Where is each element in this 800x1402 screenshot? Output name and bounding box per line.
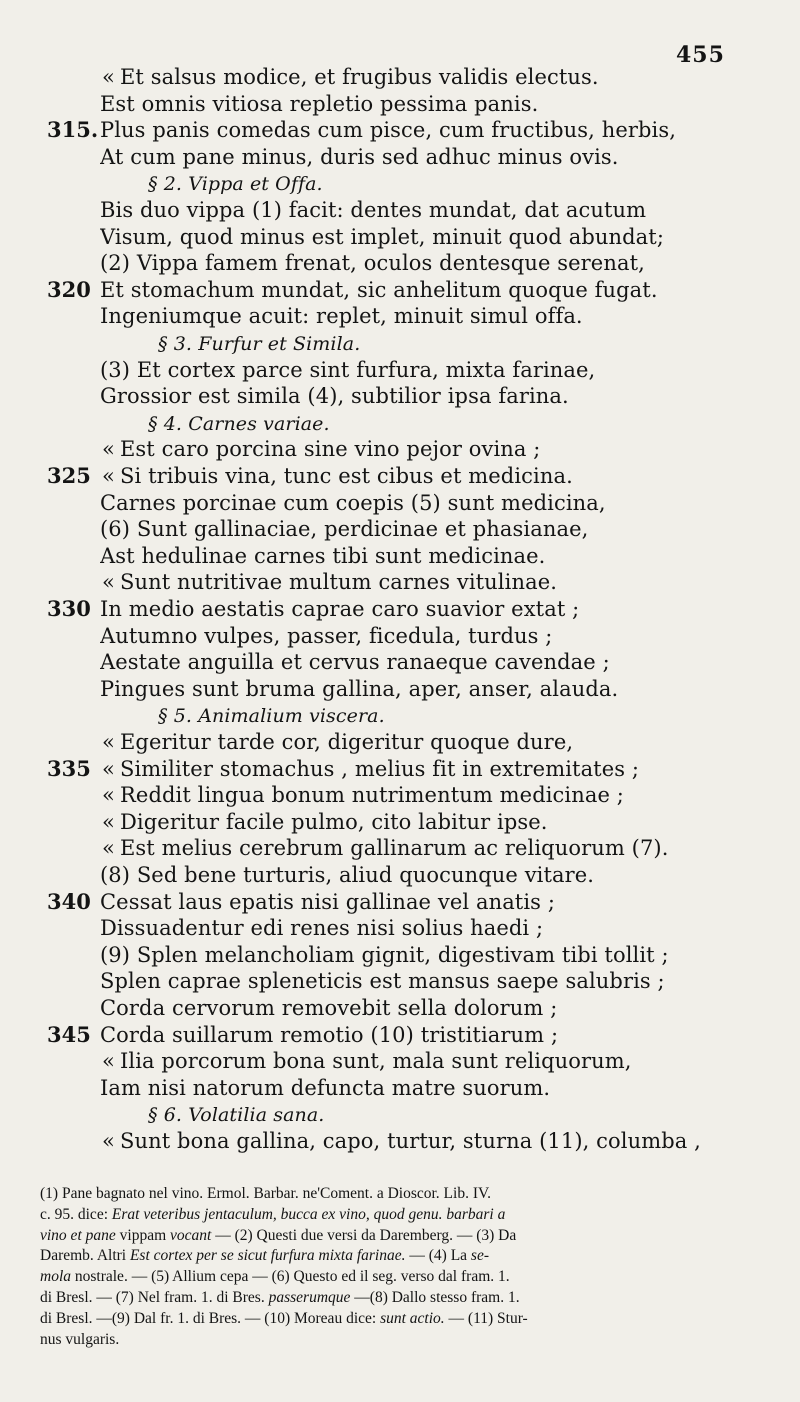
line-number: 315.: [47, 117, 99, 142]
verse-text: Iam nisi natorum defuncta matre suorum.: [100, 1076, 551, 1100]
verse-text: Cessat laus epatis nisi gallinae vel anatis ;: [100, 890, 555, 914]
footnote-text: di Bresl. —(9) Dal fr. 1. di Bres. — (10) Moreau dice:: [40, 1310, 381, 1327]
footnote-text: —(8) Dallo stesso fram. 1.: [350, 1289, 520, 1306]
verse-text: Ilia porcorum bona sunt, mala sunt reliquorum,: [120, 1049, 632, 1073]
verse-text: Reddit lingua bonum nutrimentum medicinae ;: [120, 783, 624, 807]
footnote-text: — (11) Stur-: [444, 1310, 528, 1327]
footnote-text: (1) Pane bagnato nel vino. Ermol. Barbar. ne'Coment. a Dioscor. Lib. IV.: [40, 1185, 492, 1202]
verse-text: Digeritur facile pulmo, cito labitur ipse.: [120, 810, 548, 834]
section-heading: [148, 168, 788, 198]
footnote-text: sunt actio.: [380, 1310, 445, 1327]
footnote-text: mola: [40, 1268, 71, 1285]
verse-line: [100, 860, 740, 890]
line-number: 320: [47, 277, 91, 302]
footnote-text: di Bresl. — (7) Nel fram. 1. di Bres.: [40, 1289, 269, 1306]
quote-mark: «: [102, 757, 115, 781]
line-number: 340: [47, 889, 91, 914]
quote-mark: «: [102, 570, 115, 594]
section-heading: [158, 700, 798, 730]
footnote-separator: [40, 1176, 760, 1177]
verse-text: Corda suillarum remotio (10) tristitiarum ;: [100, 1023, 559, 1047]
quote-mark: «: [102, 836, 115, 860]
verse-text: Est melius cerebrum gallinarum ac reliquorum (7).: [120, 836, 669, 860]
footnote-text: vippam: [115, 1227, 171, 1244]
verse-line: [102, 780, 742, 810]
verse-text: § 4. Carnes variae.: [148, 413, 330, 435]
verse-text: Visum, quod minus est implet, minuit quod abundat;: [100, 225, 664, 249]
verse-line: [100, 301, 740, 331]
verse-line: [102, 461, 742, 491]
quote-mark: «: [102, 810, 115, 834]
verse-line: [100, 195, 740, 225]
verse-text: (6) Sunt gallinaciae, perdicinae et phasianae,: [100, 517, 589, 541]
verse-text: § 3. Furfur et Simila.: [158, 333, 361, 355]
verse-line: [102, 1126, 742, 1156]
verse-text: At cum pane minus, duris sed adhuc minus ovis.: [100, 145, 619, 169]
verse-text: (2) Vippa famem frenat, oculos dentesque serenat,: [100, 251, 645, 275]
verse-text: Ingeniumque acuit: replet, minuit simul offa.: [100, 304, 583, 328]
verse-line: [100, 115, 740, 145]
footnote-text: — (2) Questi due versi da Daremberg. — (3) Da: [211, 1227, 517, 1244]
verse-text: § 2. Vippa et Offa.: [148, 173, 323, 195]
footnote-line: [40, 1328, 760, 1352]
verse-line: [100, 381, 740, 411]
footnote-text: Est cortex per se sicut furfura mixta farinae.: [129, 1247, 406, 1264]
verse-line: [102, 434, 742, 464]
verse-text: Similiter stomachus , melius fit in extremitates ;: [120, 757, 640, 781]
footnote-text: passerumque: [268, 1289, 351, 1306]
verse-text: (9) Splen melancholiam gignit, digestivam tibi tollit ;: [100, 943, 669, 967]
verse-text: Grossior est simila (4), subtilior ipsa farina.: [100, 384, 569, 408]
quote-mark: «: [102, 1049, 115, 1073]
verse-text: Carnes porcinae cum coepis (5) sunt medicina,: [100, 491, 606, 515]
verse-line: [102, 727, 742, 757]
footnote-text: vino et pane: [40, 1227, 116, 1244]
quote-mark: «: [102, 464, 115, 488]
verse-text: Corda cervorum removebit sella dolorum ;: [100, 996, 558, 1020]
verse-text: Est caro porcina sine vino pejor ovina ;: [120, 437, 541, 461]
footnote-text: vocant: [170, 1227, 212, 1244]
line-number: 345: [47, 1022, 91, 1047]
verse-text: In medio aestatis caprae caro suavior extat ;: [100, 597, 580, 621]
quote-mark: «: [102, 65, 115, 89]
footnote-text: Erat veteribus jentaculum, bucca ex vino, quod genu. barbari a: [111, 1206, 506, 1223]
verse-line: [100, 966, 740, 996]
footnote-text: se-: [470, 1247, 489, 1264]
verse-text: Splen caprae spleneticis est mansus saepe salubris ;: [100, 969, 665, 993]
footnote-text: Daremb. Altri: [40, 1247, 130, 1264]
verse-line: [100, 913, 740, 943]
verse-text: Bis duo vippa (1) facit: dentes mundat, dat acutum: [100, 198, 647, 222]
quote-mark: «: [102, 1129, 115, 1153]
verse-text: Sunt nutritivae multum carnes vitulinae.: [120, 570, 557, 594]
verse-text: Plus panis comedas cum pisce, cum fructibus, herbis,: [100, 118, 677, 142]
footnote-text: — (4) La: [405, 1247, 471, 1264]
verse-line: [100, 993, 740, 1023]
verse-text: Sunt bona gallina, capo, turtur, sturna (11), columba ,: [120, 1129, 701, 1153]
verse-text: Autumno vulpes, passer, ficedula, turdus ;: [100, 624, 553, 648]
footnote-text: nus vulgaris.: [40, 1331, 120, 1348]
verse-text: § 6. Volatilia sana.: [148, 1104, 325, 1126]
verse-line: [100, 594, 740, 624]
verse-line: [102, 833, 742, 863]
verse-text: § 5. Animalium viscera.: [158, 705, 385, 727]
quote-mark: «: [102, 783, 115, 807]
verse-line: [100, 514, 740, 544]
footnote-text: nostrale. — (5) Allium cepa — (6) Questo ed il seg. verso dal fram. 1.: [71, 1268, 510, 1285]
footnote-text: c. 95. dice:: [40, 1206, 112, 1223]
verse-line: [102, 1046, 742, 1076]
verse-line: [100, 248, 740, 278]
verse-text: Et stomachum mundat, sic anhelitum quoque fugat.: [100, 278, 658, 302]
verse-text: Pingues sunt bruma gallina, aper, anser, alauda.: [100, 677, 619, 701]
verse-line: [100, 647, 740, 677]
verse-text: (8) Sed bene turturis, aliud quocunque vitare.: [100, 863, 595, 887]
verse-text: Est omnis vitiosa repletio pessima panis.: [100, 92, 539, 116]
section-heading: [148, 1099, 788, 1129]
line-number: 325: [47, 463, 91, 488]
section-heading: [158, 328, 798, 358]
verse-line: [102, 62, 742, 92]
verse-text: (3) Et cortex parce sint furfura, mixta farinae,: [100, 358, 596, 382]
verse-text: Dissuadentur edi renes nisi solius haedi ;: [100, 916, 544, 940]
line-number: 330: [47, 596, 91, 621]
verse-text: Si tribuis vina, tunc est cibus et medicina.: [120, 464, 573, 488]
quote-mark: «: [102, 437, 115, 461]
quote-mark: «: [102, 730, 115, 754]
page-number: 455: [676, 42, 725, 68]
verse-text: Et salsus modice, et frugibus validis electus.: [120, 65, 599, 89]
verse-text: Egeritur tarde cor, digeritur quoque dure,: [120, 730, 574, 754]
verse-text: Ast hedulinae carnes tibi sunt medicinae.: [100, 544, 546, 568]
verse-line: [102, 567, 742, 597]
line-number: 335: [47, 756, 91, 781]
verse-text: Aestate anguilla et cervus ranaeque cavendae ;: [100, 650, 610, 674]
